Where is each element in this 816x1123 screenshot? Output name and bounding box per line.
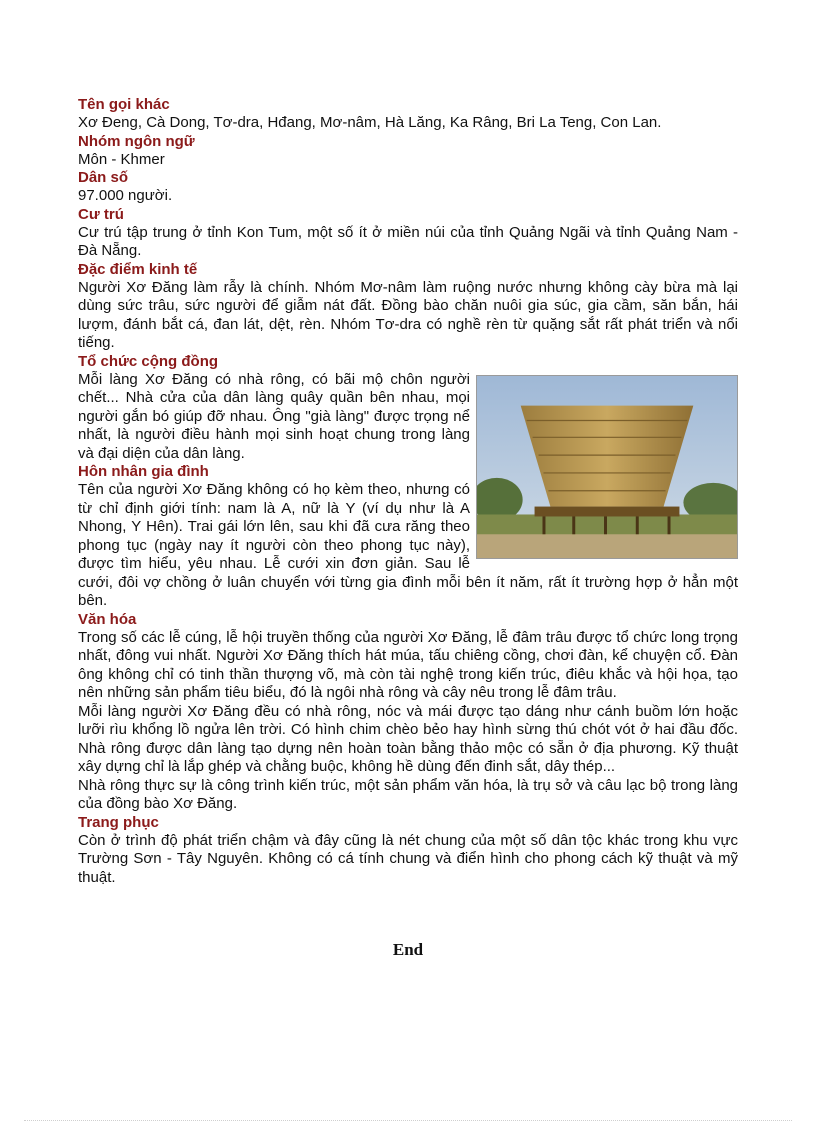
culture-paragraph-1: Trong số các lễ cúng, lễ hội truyền thống của người Xơ Đăng, lễ đâm trâu được tổ chức long trọng nhất, đông vui nhất. Người Xơ Đăng thích hát múa, tấu chiêng cồng, chơi đàn, kể chuyện cổ. Đàn ông không chỉ có tinh thần thượng võ, mà còn tài nghệ trong kiến trúc, điêu khắc và hội họa, tạo nên những sản phẩm tiêu biểu, đó là ngôi nhà rông và cây nêu trong lễ đâm trâu. — [78, 628, 738, 701]
culture-heading: Văn hóa — [78, 610, 137, 628]
communal-house-photo — [476, 375, 738, 559]
costume-heading: Trang phục — [78, 813, 159, 831]
page-bottom-divider — [24, 1120, 792, 1121]
document-body — [78, 96, 738, 887]
culture-paragraph-3: Nhà rông thực sự là công trình kiến trúc, một sản phẩm văn hóa, là trụ sở và câu lạc bộ trong làng của đồng bào Xơ Đăng. — [78, 776, 738, 812]
costume-text: Còn ở trình độ phát triển chậm và đây cũng là nét chung của một số dân tộc khác trong khu vực Trường Sơn - Tây Nguyên. Không có cá tính chung và điển hình cho phong cách kỹ thuật và mỹ thuật. — [78, 831, 738, 886]
communal-house-illustration — [477, 376, 737, 558]
end-label: End — [392, 940, 424, 959]
community-heading: Tổ chức cộng đồng — [78, 352, 219, 370]
residence-text: Cư trú tập trung ở tỉnh Kon Tum, một số ít ở miền núi của tỉnh Quảng Ngãi và tỉnh Quảng Nam - Đà Nẵng. — [78, 223, 738, 259]
residence-heading: Cư trú — [78, 205, 124, 223]
population-heading: Dân số — [78, 169, 129, 186]
economy-text: Người Xơ Đăng làm rẫy là chính. Nhóm Mơ-nâm làm ruộng nước nhưng không cày bừa mà lại dùng sức trâu, sức người để giẫm nát đất. Đồng bào chăn nuôi gia súc, gia cầm, săn bắn, hái lượm, đánh bắt cá, đan lát, dệt, rèn. Nhóm Tơ-dra có nghề rèn từ quặng sắt rất phát triển và nổi tiếng. — [78, 278, 738, 351]
other-names-text: Xơ Đeng, Cà Dong, Tơ-dra, Hđang, Mơ-nâm, Hà Lăng, Ka Râng, Bri La Teng, Con Lan. — [78, 114, 662, 131]
other-names-heading: Tên gọi khác — [78, 96, 170, 113]
marriage-text: Tên của người Xơ Đăng không có họ kèm theo, nhưng có từ chỉ định giới tính: nam là A, nữ là Y (ví dụ như là A Nhong, Y Hên). Trai gái lớn lên, sau khi đã cưa răng theo phong tục (ngày nay ít người còn theo phong tục này), được tìm hiểu, yêu nhau. Lễ cưới xin đơn giản. Sau lễ cưới, đôi vợ chồng ở luân chuyển với từng gia đình mỗi bên ít năm, rất ít trường hợp ở hẳn một bên. — [78, 481, 738, 609]
language-group-text: Môn - Khmer — [78, 150, 165, 168]
culture-paragraph-2: Mỗi làng người Xơ Đăng đều có nhà rông, nóc và mái được tạo dáng như cánh buồm lớn hoặc lưỡi rìu khổng lồ ngửa lên trời. Có hình chim chèo bẻo hay hình sừng thú chót vót ở hai đầu đốc. Nhà rông được dân làng tạo dựng nên hoàn toàn bằng thảo mộc có sẵn ở địa phương. Kỹ thuật xây dựng chỉ là lắp ghép và chằng buộc, không hề dùng đến đinh sắt, dây thép... — [78, 702, 738, 775]
language-group-heading: Nhóm ngôn ngữ — [78, 132, 195, 150]
marriage-heading: Hôn nhân gia đình — [78, 463, 209, 480]
community-text: Mỗi làng Xơ Đăng có nhà rông, có bãi mộ chôn người chết... Nhà cửa của dân làng quây quần bên nhau, mọi người gắn bó giúp đỡ nhau. Ông "già làng" được trọng nể nhất, là người điều hành mọi sinh hoạt chung trong làng và đại diện của dân làng. — [78, 370, 470, 462]
economy-heading: Đặc điểm kinh tế — [78, 260, 198, 278]
population-text: 97.000 người. — [78, 187, 173, 204]
